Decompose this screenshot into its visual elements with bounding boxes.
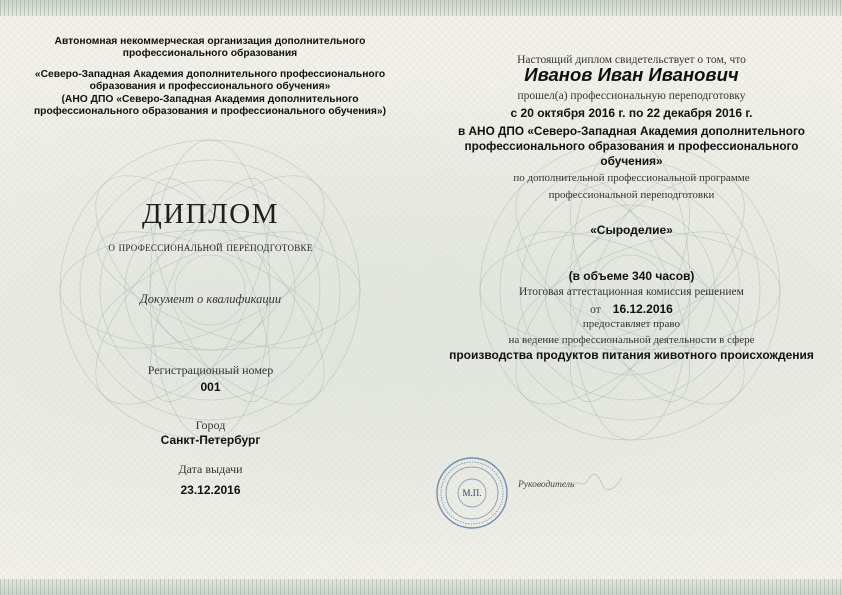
seal-stamp: [435, 456, 509, 530]
org-line: Автономная некоммерческая организация дополнительного: [54, 36, 366, 47]
professional-field: производства продуктов питания животного происхождения: [449, 348, 814, 362]
passed-text: прошел(а) профессиональную переподготовку: [517, 90, 746, 102]
attest-text: Настоящий диплом свидетельствует о том, что: [517, 54, 746, 66]
decision-date-value: 16.12.2016: [612, 302, 673, 316]
course-hours: (в объеме 340 часов): [568, 269, 695, 283]
holder-full-name: Иванов Иван Иванович: [524, 64, 739, 85]
issue-date-value: 23.12.2016: [180, 483, 241, 497]
stamp-label: М.П.: [462, 488, 482, 498]
org-name-line: «Северо-Западная Академия дополнительного профессионального: [34, 68, 386, 80]
decision-from-label: от: [590, 304, 601, 316]
commission-text: Итоговая аттестационная комиссия решением: [519, 286, 744, 298]
training-org-line: профессионального образования и профессионального: [464, 139, 799, 153]
diploma-title: ДИПЛОМ: [141, 198, 280, 230]
training-org-line: обучения»: [600, 154, 663, 168]
head-signature-label: Руководитель: [518, 480, 575, 490]
org-name-line: образования и профессионального обучения»: [89, 81, 331, 93]
head-signature: [566, 470, 626, 494]
training-organization: [421, 124, 842, 169]
grants-right-text: предоставляет право: [582, 318, 681, 330]
decision-date-row: [421, 302, 842, 317]
training-org-line: в АНО ДПО «Северо-Западная Академия дополнительного: [458, 124, 805, 138]
course-name: «Сыроделие»: [590, 223, 673, 237]
city-value: Санкт-Петербург: [160, 433, 261, 447]
activity-text: на ведение профессиональной деятельности в сфере: [508, 334, 755, 346]
city-label: Город: [195, 418, 226, 432]
training-dates: с 20 октября 2016 г. по 22 декабря 2016 г.: [510, 106, 753, 120]
program-line-1: по дополнительной профессиональной программе: [513, 172, 750, 184]
org-name-line: профессионального образования и профессионального обучения»): [33, 106, 387, 118]
org-line: профессионального образования: [122, 48, 298, 60]
document-qualification-label: Документ о квалификации: [139, 292, 282, 306]
issuer-organization-block: [20, 36, 400, 118]
org-name-line: (АНО ДПО «Северо-Западная Академия дополнительного: [61, 93, 359, 105]
registration-number-value: 001: [200, 380, 221, 394]
registration-number-label: Регистрационный номер: [147, 363, 274, 377]
issue-date-label: Дата выдачи: [178, 462, 243, 476]
program-line-2: профессиональной переподготовки: [548, 189, 715, 201]
diploma-subtitle: о профессиональной переподготовке: [108, 240, 313, 254]
